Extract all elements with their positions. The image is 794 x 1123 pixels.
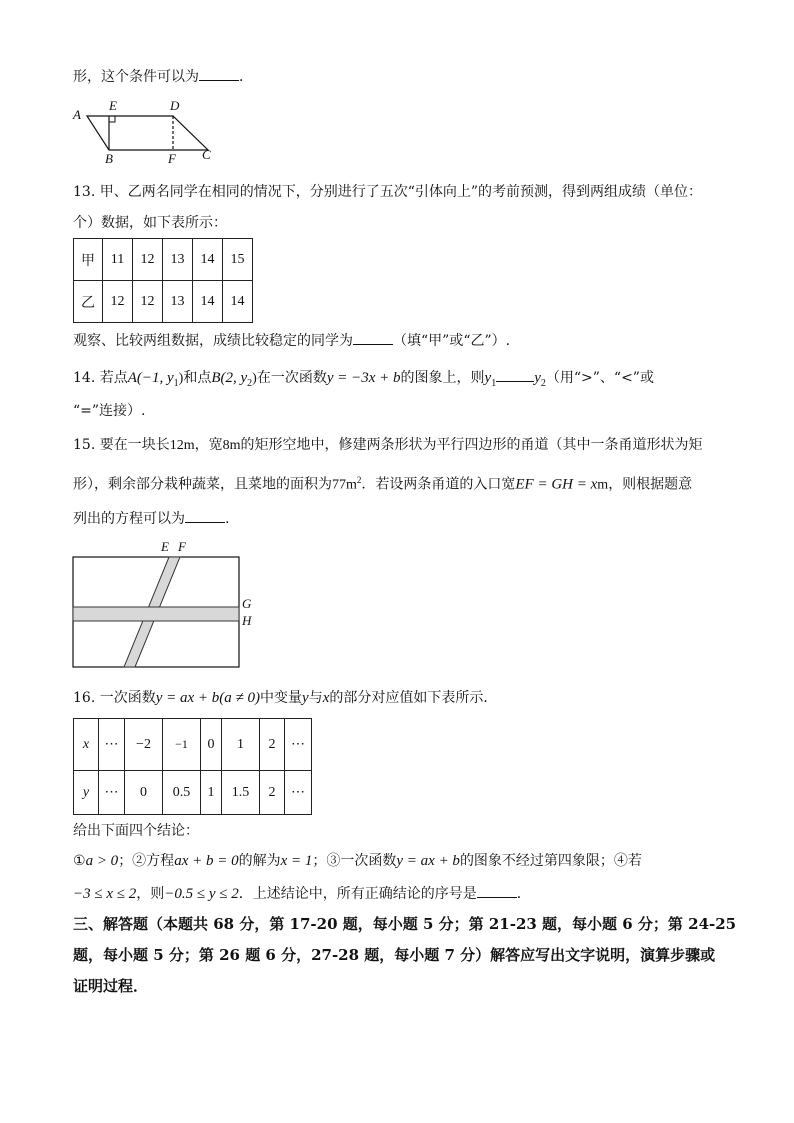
label-f: F [178, 539, 186, 554]
table-cell: 13 [163, 281, 193, 323]
q12-line: 形，这个条件可以为 ． [73, 66, 253, 86]
row-label: y [74, 771, 99, 815]
row-name: 甲 [74, 239, 103, 281]
q15-line3: 列出的方程可以为 . [73, 508, 229, 528]
label-f: F [168, 151, 176, 166]
q13-line2: 个）数据，如下表所示： [73, 215, 227, 231]
q15-line2: 形），剩余部分栽种蔬菜，且菜地的面积为$77m^2$．若设两条甬道的入口宽EF = GH = xm，则根据题意 [73, 475, 693, 493]
table-cell: 14 [193, 239, 223, 281]
answer-blank [477, 883, 517, 898]
label-d: D [170, 98, 180, 113]
q16-value-table [73, 718, 312, 815]
q16-given: 给出下面四个结论： [73, 823, 199, 839]
table-cell: 14 [223, 281, 253, 323]
table-cell: ⋯ [285, 719, 312, 771]
label-c: C [202, 147, 211, 162]
answer-blank [496, 367, 534, 382]
table-row [74, 719, 312, 771]
label-e: E [161, 539, 169, 554]
row-name: 乙 [74, 281, 103, 323]
table-cell: 0 [201, 719, 222, 771]
label-a: A [73, 107, 81, 122]
table-row [74, 239, 253, 281]
section3-line1: 三、解答题（本题共 68 分，第 17-20 题，每小题 5 分；第 21-23 题，每小题 6 分；第 24-25 [73, 915, 737, 933]
table-cell: 12 [133, 281, 163, 323]
table-cell: −1 [163, 719, 201, 771]
label-b: B [105, 151, 113, 166]
right-angle-mark-e [109, 116, 115, 122]
q14-line2: “=”连接）. [73, 403, 146, 419]
table-cell: 2 [260, 719, 285, 771]
table-row [74, 281, 253, 323]
section3-line3: 证明过程． [73, 977, 149, 995]
section3-line2: 题，每小题 5 分；第 26 题 6 分，27-28 题，每小题 7 分）解答应写出文字说明，演算步骤或 [73, 946, 716, 964]
field-figure [72, 537, 272, 672]
table-cell: 0.5 [163, 771, 201, 815]
row-label: x [74, 719, 99, 771]
table-cell: 2 [260, 771, 285, 815]
table-cell: ⋯ [285, 771, 312, 815]
q16-conclusions-line1: ①a > 0；②方程ax + b = 0的解为x = 1；③一次函数y = ax + b的图象不经过第四象限；④若 [73, 853, 642, 869]
q16-conclusions-line2: −3 ≤ x ≤ 2，则−0.5 ≤ y ≤ 2．上述结论中，所有正确结论的序号是 ． [73, 883, 531, 903]
table-cell: ⋯ [99, 719, 125, 771]
parallelogram-figure [70, 98, 220, 168]
q16-line1: 16. 一次函数y = ax + b(a ≠ 0)中变量y与x的部分对应值如下表所示． [73, 690, 498, 706]
table-cell: 1 [201, 771, 222, 815]
label-h: H [242, 613, 252, 628]
answer-blank [185, 508, 225, 523]
q15-line1: 15. 要在一块长12m，宽8m的矩形空地中，修建两条形状为平行四边形的甬道（其中一条甬道形状为矩 [73, 437, 703, 453]
answer-blank [199, 66, 239, 81]
path-rectangle [73, 607, 239, 621]
label-e: E [109, 98, 117, 113]
q13-score-table [73, 238, 253, 323]
q13-answer-line: 观察、比较两组数据，成绩比较稳定的同学为 （填“甲”或“乙”）. [73, 330, 510, 350]
label-g: G [242, 596, 252, 611]
table-cell: 1.5 [222, 771, 260, 815]
table-cell: 12 [133, 239, 163, 281]
table-row [74, 771, 312, 815]
table-cell: 1 [222, 719, 260, 771]
table-cell: 11 [103, 239, 133, 281]
parallelogram-abcd [87, 116, 208, 150]
table-cell: 0 [125, 771, 163, 815]
table-cell: 13 [163, 239, 193, 281]
q13-line1: 13. 甲、乙两名同学在相同的情况下，分别进行了五次“引体向上”的考前预测，得到两组成绩（单位： [73, 184, 703, 200]
answer-blank [353, 330, 393, 345]
table-cell: ⋯ [99, 771, 125, 815]
table-cell: −2 [125, 719, 163, 771]
table-cell: 12 [103, 281, 133, 323]
table-cell: 14 [193, 281, 223, 323]
q14-line1: 14. 若点A(−1, $y_1$)和点B(2, $y_2$)在一次函数y = −3x + b的图象上，则$y_1$ $y_2$（用“>”、“<”或 [73, 367, 654, 393]
table-cell: 15 [223, 239, 253, 281]
